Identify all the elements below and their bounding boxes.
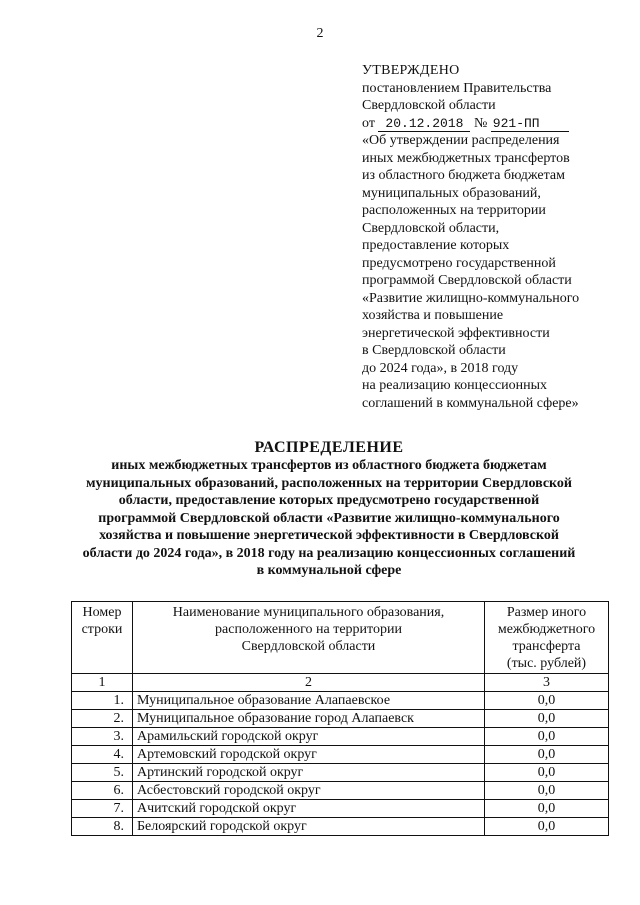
subject-line: до 2024 года», в 2018 году — [362, 360, 519, 376]
column-number: 1 — [72, 674, 133, 692]
municipality-name: Муниципальное образование город Алапаевск — [133, 710, 485, 728]
header-transfer-amount — [485, 602, 609, 674]
subject-line: предоставление которых — [362, 238, 510, 253]
subject-line: энергетической эффективности — [362, 325, 550, 341]
transfer-amount: 0,0 — [485, 728, 609, 746]
document-heading — [54, 438, 604, 580]
municipality-name: Ачитский городской округ — [133, 800, 485, 818]
heading-line: программой Свердловской области «Развитие жилищно-коммунального — [98, 510, 560, 526]
transfer-amount: 0,0 — [485, 764, 609, 782]
subject-line: «Об утверждении распределения — [362, 133, 560, 148]
header-row-number — [72, 602, 133, 674]
approval-block — [362, 62, 634, 412]
header-municipality-name — [133, 602, 485, 674]
row-number: 3. — [72, 728, 133, 746]
header-text: трансферта — [512, 639, 581, 654]
header-text: (тыс. рублей) — [506, 656, 587, 671]
subject-line: на реализацию концессионных — [362, 378, 548, 393]
date-prefix: от — [362, 115, 375, 131]
heading-line: муниципальных образований, расположенных на территории Свердловской — [86, 475, 572, 491]
heading-line: области до 2024 года», в 2018 году на реализацию концессионных соглашений — [82, 545, 576, 561]
subject-line: из областного бюджета бюджетам — [362, 168, 565, 183]
subject-line: в Свердловской области — [362, 343, 506, 358]
subject-line: «Развитие жилищно-коммунального — [362, 290, 580, 306]
row-number: 5. — [72, 764, 133, 782]
heading-line: в коммунальной сфере — [256, 563, 402, 578]
page-number: 2 — [316, 26, 324, 41]
municipality-name: Артинский городской округ — [133, 764, 485, 782]
table-row — [72, 782, 609, 800]
table-row — [72, 710, 609, 728]
table-row — [72, 818, 609, 836]
table-header-row — [72, 602, 609, 674]
transfer-amount: 0,0 — [485, 800, 609, 818]
approval-line-1: постановлением Правительства — [362, 80, 552, 96]
table-row — [72, 800, 609, 818]
transfer-amount: 0,0 — [485, 818, 609, 836]
table-row — [72, 728, 609, 746]
header-text: строки — [81, 622, 123, 637]
heading-line: области, предоставление которых предусмотрено государственной — [118, 493, 540, 508]
header-text: расположенного на территории — [215, 622, 402, 637]
approval-title: УТВЕРЖДЕНО — [362, 63, 460, 78]
table-row — [72, 764, 609, 782]
subject-line: расположенных на территории — [362, 203, 546, 218]
row-number: 6. — [72, 782, 133, 800]
column-number: 2 — [133, 674, 485, 692]
header-text: Номер — [82, 605, 122, 620]
approval-date-line — [362, 115, 634, 133]
date-value: 20.12.2018 — [378, 116, 470, 132]
transfer-amount: 0,0 — [485, 782, 609, 800]
column-number: 3 — [485, 674, 609, 692]
row-number: 1. — [72, 692, 133, 710]
column-number-row — [72, 674, 609, 692]
municipality-name: Асбестовский городской округ — [133, 782, 485, 800]
heading-line: иных межбюджетных трансфертов из областного бюджета бюджетам — [111, 458, 547, 473]
header-text: Наименование муниципального образования, — [172, 605, 445, 620]
subject-line: муниципальных образований, — [362, 185, 541, 201]
table-row — [72, 746, 609, 764]
subject-line: соглашений в коммунальной сфере» — [362, 395, 579, 411]
subject-line: программой Свердловской области — [362, 273, 572, 288]
transfer-amount: 0,0 — [485, 710, 609, 728]
subject-line: предусмотрено государственной — [362, 255, 556, 271]
transfer-amount: 0,0 — [485, 746, 609, 764]
distribution-table — [71, 601, 609, 836]
heading-line: хозяйства и повышение энергетической эффективности в Свердловской — [99, 528, 559, 543]
number-prefix: № — [473, 115, 488, 131]
subject-line: хозяйства и повышение — [362, 308, 504, 323]
transfer-amount: 0,0 — [485, 692, 609, 710]
table-row — [72, 692, 609, 710]
row-number: 8. — [72, 818, 133, 836]
header-text: межбюджетного — [497, 622, 596, 637]
subject-line: Свердловской области, — [362, 220, 500, 236]
heading-title: РАСПРЕДЕЛЕНИЕ — [254, 439, 404, 456]
number-value: 921-ПП — [491, 116, 569, 132]
row-number: 2. — [72, 710, 133, 728]
row-number: 4. — [72, 746, 133, 764]
header-text: Свердловской области — [241, 639, 376, 654]
municipality-name: Муниципальное образование Алапаевское — [133, 692, 485, 710]
row-number: 7. — [72, 800, 133, 818]
municipality-name: Артемовский городской округ — [133, 746, 485, 764]
municipality-name: Белоярский городской округ — [133, 818, 485, 836]
subject-line: иных межбюджетных трансфертов — [362, 150, 570, 166]
approval-line-2: Свердловской области — [362, 98, 496, 113]
municipality-name: Арамильский городской округ — [133, 728, 485, 746]
header-text: Размер иного — [506, 605, 587, 620]
